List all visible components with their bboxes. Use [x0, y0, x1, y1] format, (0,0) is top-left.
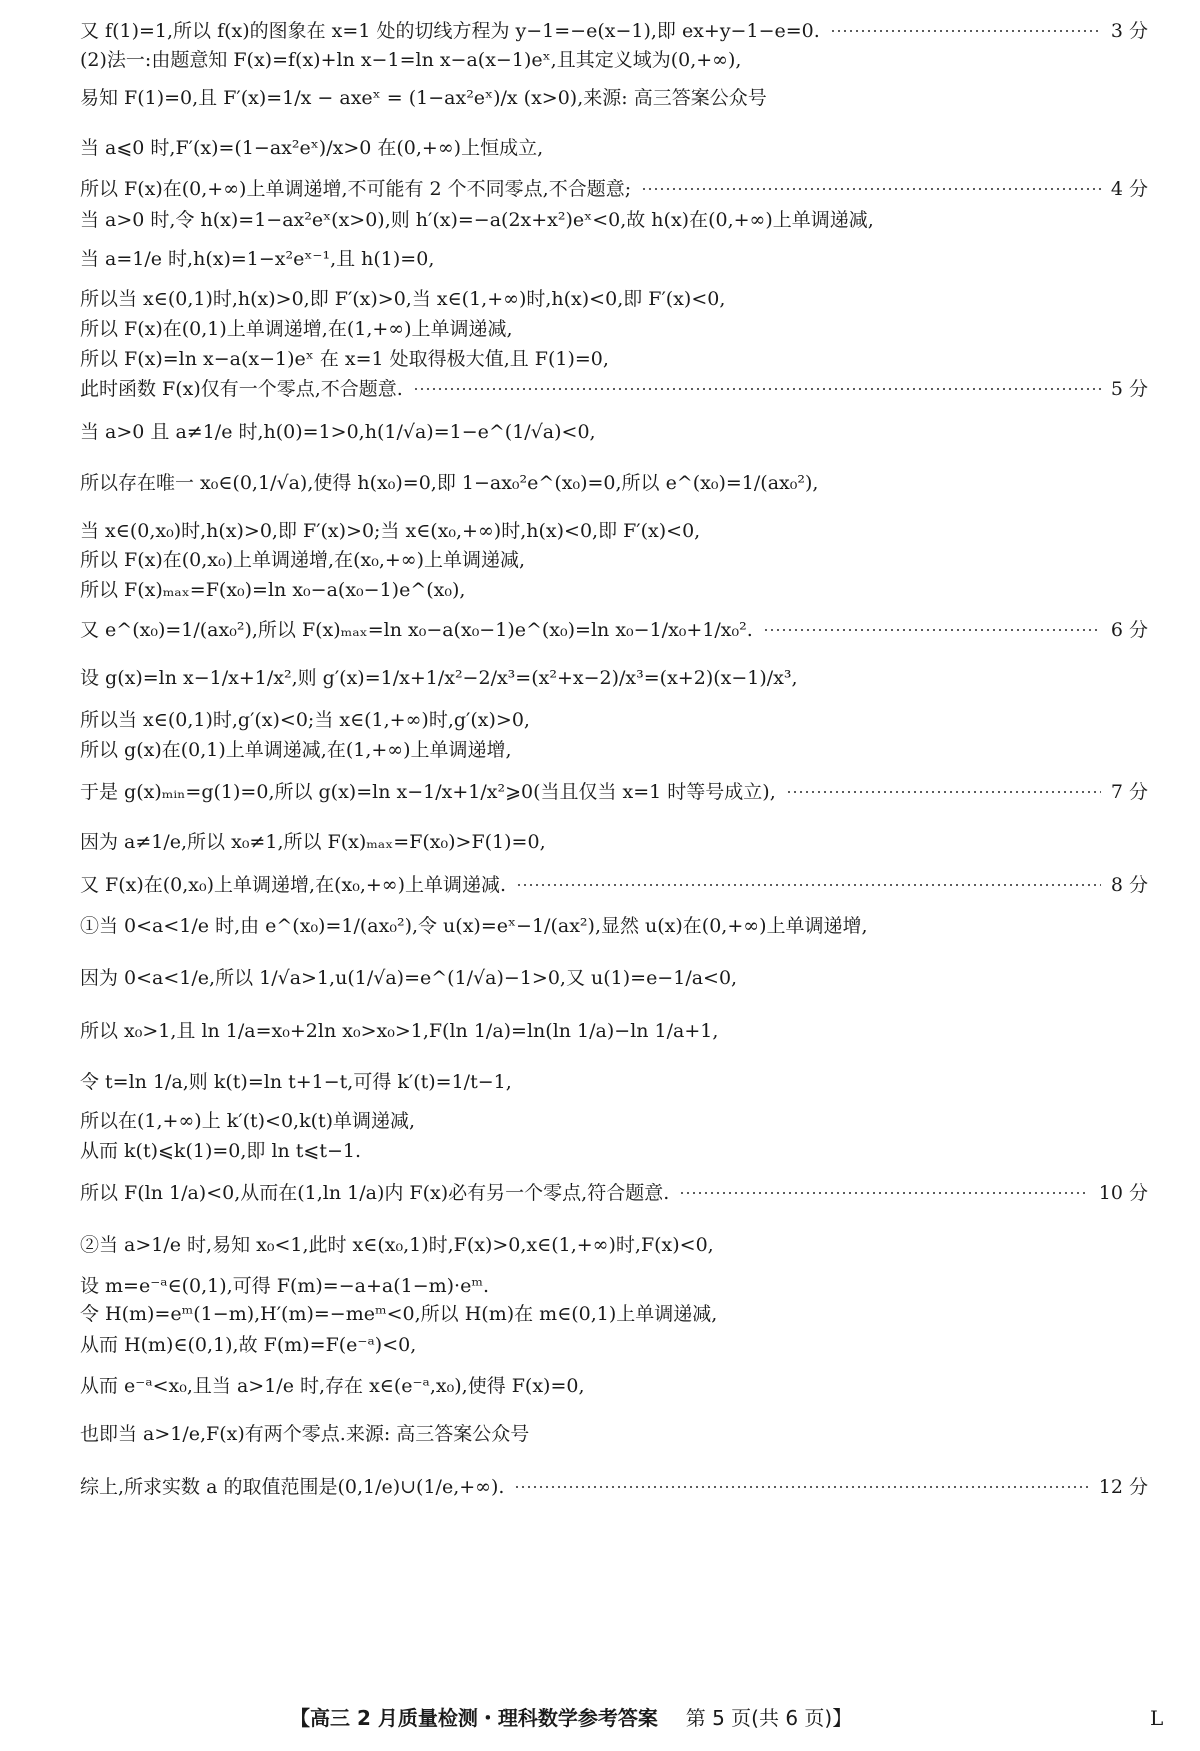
solution-line-text: 所以 F(ln 1/a)<0,从而在(1,ln 1/a)内 F(x)必有另一个零点,符合题意.: [80, 1182, 670, 1204]
score-points: 8 分: [1110, 874, 1148, 896]
solution-line-text: 所以 g(x)在(0,1)上单调递减,在(1,+∞)上单调递增,: [80, 739, 512, 761]
solution-line-text: 令 t=ln 1/a,则 k(t)=ln t+1−t,可得 k′(t)=1/t−1,: [80, 1071, 512, 1093]
solution-line-text: 当 a>0 时,令 h(x)=1−ax²eˣ(x>0),则 h′(x)=−a(2x+x²)eˣ<0,故 h(x)在(0,+∞)上单调递减,: [80, 209, 874, 231]
score-leader-dots: [786, 791, 1101, 793]
solution-line: [80, 965, 1148, 991]
solution-line-text: 所以 F(x)在(0,x₀)上单调递增,在(x₀,+∞)上单调递减,: [80, 549, 526, 571]
solution-line-text: 设 m=e⁻ᵃ∈(0,1),可得 F(m)=−a+a(1−m)·eᵐ.: [80, 1275, 490, 1297]
solution-line: [80, 665, 1148, 691]
score-leader-dots: [641, 188, 1101, 190]
solution-line-text: 所以 F(x)在(0,+∞)上单调递增,不可能有 2 个不同零点,不合题意;: [80, 178, 632, 200]
score-points: 12 分: [1098, 1476, 1148, 1498]
solution-line-text: 当 a⩽0 时,F′(x)=(1−ax²eˣ)/x>0 在(0,+∞)上恒成立,: [80, 137, 544, 159]
solution-line: [80, 176, 1148, 202]
solution-line-text: 令 H(m)=eᵐ(1−m),H′(m)=−meᵐ<0,所以 H(m)在 m∈(0,1)上单调递减,: [80, 1303, 718, 1325]
solution-line: [80, 346, 1148, 372]
solution-line-text: 易知 F(1)=0,且 F′(x)=1/x − axeˣ = (1−ax²eˣ)/x (x>0),来源: 高三答案公众号: [80, 87, 767, 109]
solution-line: [80, 246, 1148, 272]
solution-line: [80, 376, 1148, 402]
solution-line-text: 所以 F(x)ₘₐₓ=F(x₀)=ln x₀−a(x₀−1)e^(x₀),: [80, 579, 466, 601]
solution-line: [80, 1273, 1148, 1299]
solution-line: [80, 1421, 1148, 1447]
solution-line-text: 因为 0<a<1/e,所以 1/√a>1,u(1/√a)=e^(1/√a)−1>0,又 u(1)=e−1/a<0,: [80, 967, 738, 989]
solution-line: [80, 1373, 1148, 1399]
solution-line: [80, 913, 1148, 939]
solution-line: [80, 872, 1148, 898]
solution-line-text: (2)法一:由题意知 F(x)=f(x)+ln x−1=ln x−a(x−1)eˣ,且其定义域为(0,+∞),: [80, 49, 742, 71]
solution-line-text: 也即当 a>1/e,F(x)有两个零点.来源: 高三答案公众号: [80, 1423, 530, 1445]
score-leader-dots: [763, 629, 1101, 631]
solution-line-text: 综上,所求实数 a 的取值范围是(0,1/e)∪(1/e,+∞).: [80, 1476, 505, 1498]
solution-line: [80, 316, 1148, 342]
solution-line: [80, 617, 1148, 643]
solution-line-text: ②当 a>1/e 时,易知 x₀<1,此时 x∈(x₀,1)时,F(x)>0,x∈(1,+∞)时,F(x)<0,: [80, 1234, 714, 1256]
solution-line: [80, 577, 1148, 603]
footer-page-number: 第 5 页(共 6 页)】: [685, 1706, 853, 1730]
version-mark: L: [1150, 1706, 1164, 1730]
solution-line-text: 又 e^(x₀)=1/(ax₀²),所以 F(x)ₘₐₓ=ln x₀−a(x₀−1)e^(x₀)=ln x₀−1/x₀+1/x₀².: [80, 619, 753, 641]
solution-line-text: 所以当 x∈(0,1)时,h(x)>0,即 F′(x)>0,当 x∈(1,+∞)时,h(x)<0,即 F′(x)<0,: [80, 288, 726, 310]
solution-line-text: 从而 k(t)⩽k(1)=0,即 ln t⩽t−1.: [80, 1140, 362, 1162]
score-leader-dots: [413, 388, 1101, 390]
score-points: 4 分: [1110, 178, 1148, 200]
solution-line-text: 所以在(1,+∞)上 k′(t)<0,k(t)单调递减,: [80, 1110, 416, 1132]
score-leader-dots: [830, 30, 1101, 32]
solution-line: [80, 707, 1148, 733]
solution-line: [80, 1232, 1148, 1258]
solution-line-text: 当 a=1/e 时,h(x)=1−x²eˣ⁻¹,且 h(1)=0,: [80, 248, 435, 270]
solution-line: [80, 779, 1148, 805]
solution-line: [80, 1108, 1148, 1134]
solution-line: [80, 518, 1148, 544]
solution-line-text: 所以 F(x)在(0,1)上单调递增,在(1,+∞)上单调递减,: [80, 318, 513, 340]
footer-title: 【高三 2 月质量检测・理科数学参考答案: [290, 1706, 658, 1730]
solution-line: [80, 207, 1148, 233]
score-points: 10 分: [1098, 1182, 1148, 1204]
score-leader-dots: [514, 1486, 1088, 1488]
solution-line: [80, 1332, 1148, 1358]
score-points: 6 分: [1110, 619, 1148, 641]
solution-line: [80, 47, 1148, 73]
score-points: 5 分: [1110, 378, 1148, 400]
solution-line-text: 从而 H(m)∈(0,1),故 F(m)=F(e⁻ᵃ)<0,: [80, 1334, 417, 1356]
solution-line-text: 所以存在唯一 x₀∈(0,1/√a),使得 h(x₀)=0,即 1−ax₀²e^(x₀)=0,所以 e^(x₀)=1/(ax₀²),: [80, 472, 819, 494]
solution-line-text: ①当 0<a<1/e 时,由 e^(x₀)=1/(ax₀²),令 u(x)=eˣ−1/(ax²),显然 u(x)在(0,+∞)上单调递增,: [80, 915, 868, 937]
solution-line: [80, 135, 1148, 161]
solution-line: [80, 286, 1148, 312]
solution-line-text: 当 x∈(0,x₀)时,h(x)>0,即 F′(x)>0;当 x∈(x₀,+∞)时,h(x)<0,即 F′(x)<0,: [80, 520, 701, 542]
score-points: 3 分: [1110, 20, 1148, 42]
solution-line: [80, 737, 1148, 763]
solution-line: [80, 829, 1148, 855]
solution-line-text: 因为 a≠1/e,所以 x₀≠1,所以 F(x)ₘₐₓ=F(x₀)>F(1)=0,: [80, 831, 546, 853]
solution-line: [80, 1180, 1148, 1206]
solution-line: [80, 85, 1148, 111]
solution-line: [80, 18, 1148, 44]
solution-line: [80, 470, 1148, 496]
solution-line-text: 所以当 x∈(0,1)时,g′(x)<0;当 x∈(1,+∞)时,g′(x)>0,: [80, 709, 530, 731]
solution-line-text: 于是 g(x)ₘᵢₙ=g(1)=0,所以 g(x)=ln x−1/x+1/x²⩾0(当且仅当 x=1 时等号成立),: [80, 781, 776, 803]
solution-line-text: 此时函数 F(x)仅有一个零点,不合题意.: [80, 378, 403, 400]
solution-line: [80, 419, 1148, 445]
page-footer: [290, 1705, 852, 1731]
solution-line: [80, 1069, 1148, 1095]
score-points: 7 分: [1110, 781, 1148, 803]
solution-line-text: 所以 x₀>1,且 ln 1/a=x₀+2ln x₀>x₀>1,F(ln 1/a)=ln(ln 1/a)−ln 1/a+1,: [80, 1020, 719, 1042]
solution-line: [80, 1138, 1148, 1164]
solution-line-text: 设 g(x)=ln x−1/x+1/x²,则 g′(x)=1/x+1/x²−2/x³=(x²+x−2)/x³=(x+2)(x−1)/x³,: [80, 667, 798, 689]
solution-line-text: 又 f(1)=1,所以 f(x)的图象在 x=1 处的切线方程为 y−1=−e(x−1),即 ex+y−1−e=0.: [80, 20, 820, 42]
solution-line-text: 从而 e⁻ᵃ<x₀,且当 a>1/e 时,存在 x∈(e⁻ᵃ,x₀),使得 F(x)=0,: [80, 1375, 585, 1397]
solution-line: [80, 1474, 1148, 1500]
score-leader-dots: [679, 1192, 1089, 1194]
solution-line-text: 所以 F(x)=ln x−a(x−1)eˣ 在 x=1 处取得极大值,且 F(1)=0,: [80, 348, 609, 370]
score-leader-dots: [516, 884, 1101, 886]
solution-line-text: 又 F(x)在(0,x₀)上单调递增,在(x₀,+∞)上单调递减.: [80, 874, 507, 896]
solution-line-text: 当 a>0 且 a≠1/e 时,h(0)=1>0,h(1/√a)=1−e^(1/√a)<0,: [80, 421, 596, 443]
solution-line: [80, 1018, 1148, 1044]
solution-line: [80, 547, 1148, 573]
solution-line: [80, 1301, 1148, 1327]
